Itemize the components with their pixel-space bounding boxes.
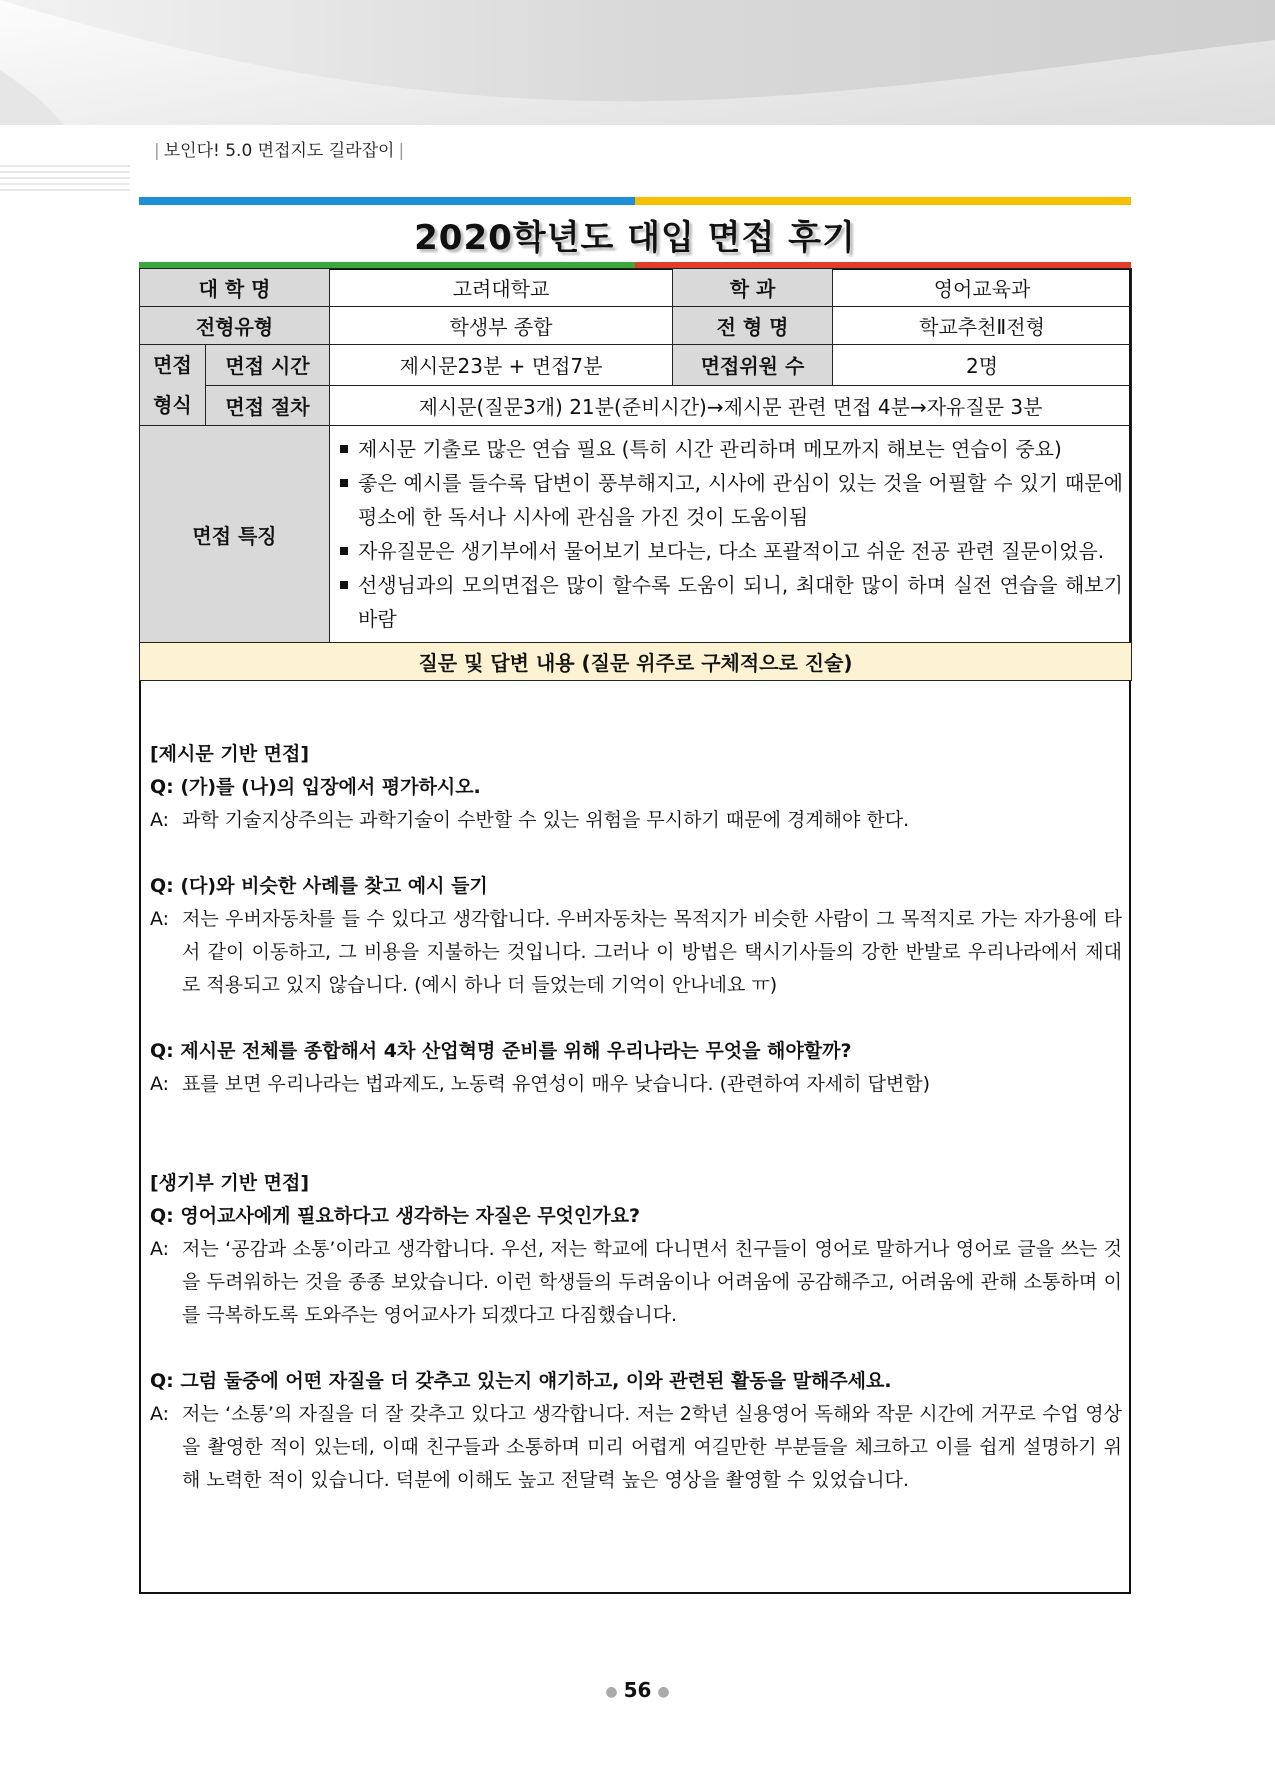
answer: A: 표를 보면 우리나라는 법과제도, 노동력 유연성이 매우 낮습니다. (관련하여 자세히 답변함) (150, 1073, 931, 1095)
question: Q: 그럼 둘중에 어떤 자질을 더 갖추고 있는지 얘기하고, 이와 관련된 활동을 말해주세요. (150, 1370, 892, 1392)
track-label: 전 형 명 (673, 307, 833, 345)
answer: A: 저는 ‘공감과 소통’이라고 생각합니다. 우선, 저는 학교에 다니면서 친구들이 영어로 말하거나 영어로 글을 쓰는 것을 두려워하는 것을 종종 보았습니다. 이런 학생들의 두려움이나 어려움에 공감해주고, 어려움에 관해 소통하며 이를 극복하도록 도와주는 영어교사가 되겠다고 다짐했습니다. (150, 1238, 1122, 1326)
format-label-2: 형식 (153, 393, 192, 417)
question: Q: 영어교사에게 필요하다고 생각하는 자질은 무엇인가요? (150, 1205, 640, 1227)
track-value: 학교추천Ⅱ전형 (833, 307, 1132, 345)
format-label-1: 면접 (153, 353, 192, 377)
qa-header: 질문 및 답변 내용 (질문 위주로 구체적으로 진술) (140, 643, 1132, 681)
panel-label: 면접위원 수 (673, 345, 833, 386)
type-value: 학생부 종합 (330, 307, 673, 345)
time-value: 제시문23분 + 면접7분 (330, 345, 673, 386)
feature-item: 자유질문은 생기부에서 물어보기 보다는, 다소 포괄적이고 쉬운 전공 관련 질문이었음. (334, 534, 1123, 568)
format-label (140, 345, 206, 426)
page-title: 2020학년도 대입 면접 후기 (414, 218, 856, 258)
features-label: 면접 특징 (140, 426, 330, 643)
header-decoration (0, 0, 1275, 200)
series-title: 보인다! 5.0 면접지도 길라잡이 (163, 141, 395, 161)
section-heading: [생기부 기반 면접] (150, 1172, 310, 1194)
type-label: 전형유형 (140, 307, 330, 345)
procedure-value: 제시문(질문3개) 21분(준비시간)→제시문 관련 면접 4분→자유질문 3분 (330, 385, 1132, 426)
university-label: 대 학 명 (140, 269, 330, 307)
features-list (334, 432, 1123, 636)
top-color-bar (139, 197, 1131, 205)
answer: A: 과학 기술지상주의는 과학기술이 수반할 수 있는 위험을 무시하기 때문에 경계해야 한다. (150, 809, 910, 831)
question: Q: (가)를 (나)의 입장에서 평가하시오. (150, 776, 481, 798)
answer: A: 저는 ‘소통’의 자질을 더 잘 갖추고 있다고 생각합니다. 저는 2학년 실용영어 독해와 작문 시간에 거꾸로 수업 영상을 촬영한 적이 있는데, 이때 친구들과 소통하며 미리 어렵게 여길만한 부분들을 체크하고 이를 쉽게 설명하기 위해 노력한 적이 있습니다. 덕분에 이해도 높고 전달력 높은 영상을 촬영할 수 있었습니다. (150, 1403, 1122, 1491)
question: Q: (다)와 비슷한 사례를 찾고 예시 들기 (150, 875, 488, 897)
answer: A: 저는 우버자동차를 들 수 있다고 생각합니다. 우버자동차는 목적지가 비슷한 사람이 그 목적지로 가는 자가용에 타서 같이 이동하고, 그 비용을 지불하는 것입니다. 그러나 이 방법은 택시기사들의 강한 반발로 우리나라에서 제대로 적용되고 있지 않습니다. (예시 하나 더 들었는데 기억이 안나네요 ㅠ) (150, 908, 1122, 996)
time-label: 면접 시간 (206, 345, 330, 386)
feature-item: 제시문 기출로 많은 연습 필요 (특히 시간 관리하며 메모까지 해보는 연습이 중요) (334, 432, 1123, 466)
series-header: | 보인다! 5.0 면접지도 길라잡이 | (154, 141, 405, 161)
feature-item: 좋은 예시를 들수록 답변이 풍부해지고, 시사에 관심이 있는 것을 어필할 수 있기 때문에 평소에 한 독서나 시사에 관심을 가진 것이 도움이됨 (334, 466, 1123, 534)
university-value: 고려대학교 (330, 269, 673, 307)
question: Q: 제시문 전체를 종합해서 4차 산업혁명 준비를 위해 우리나라는 무엇을 해야할까? (150, 1040, 852, 1062)
procedure-label: 면접 절차 (206, 385, 330, 426)
department-value: 영어교육과 (833, 269, 1132, 307)
panel-value: 2명 (833, 345, 1132, 386)
section-heading: [제시문 기반 면접] (150, 743, 310, 765)
department-label: 학 과 (673, 269, 833, 307)
interview-info-table (139, 268, 1132, 681)
features-cell (330, 426, 1132, 643)
feature-item: 선생님과의 모의면접은 많이 할수록 도움이 되니, 최대한 많이 하며 실전 연습을 해보기 바람 (334, 568, 1123, 636)
page-number: ● 56 ● (605, 1678, 670, 1702)
qa-section (150, 738, 1122, 1497)
